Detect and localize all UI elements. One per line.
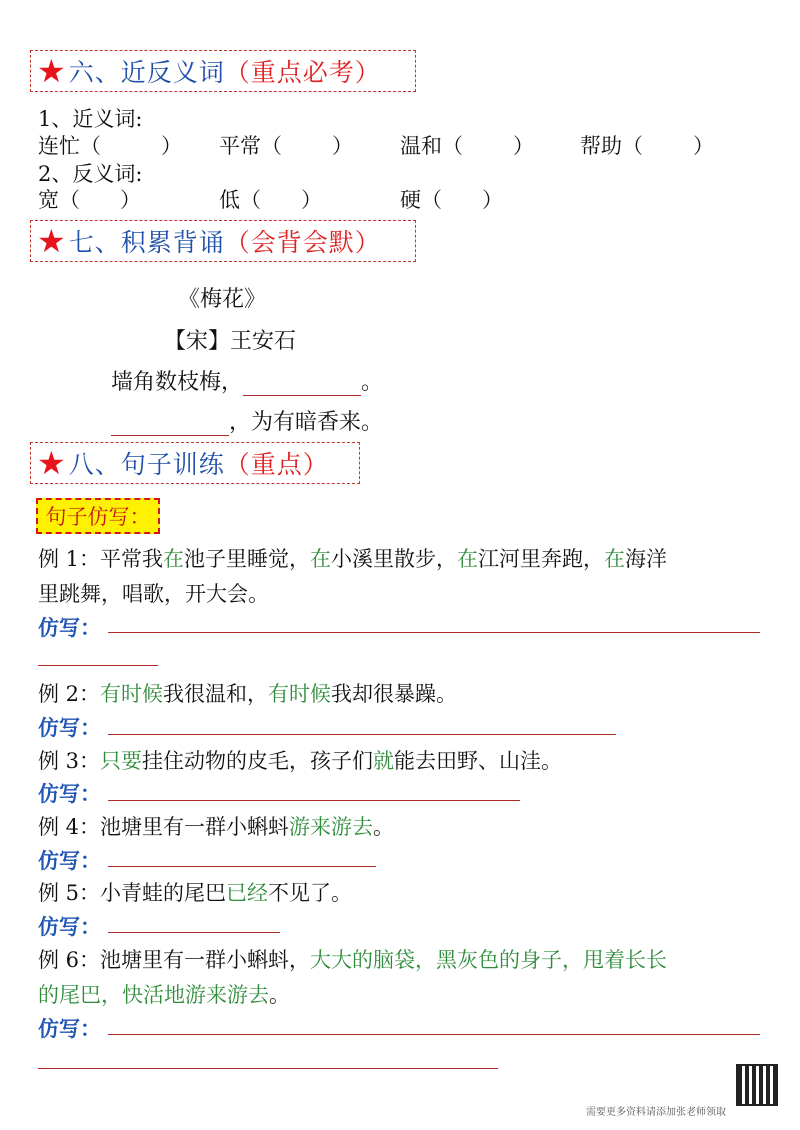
blank-close: ） xyxy=(693,134,714,158)
blank-close: ） xyxy=(120,188,141,212)
poem-title: 《梅花》 xyxy=(178,287,267,312)
blank-open: 平常（ xyxy=(219,134,282,158)
keyword: 就 xyxy=(373,749,395,773)
example-6-line-2 xyxy=(38,979,290,1009)
antonyms-heading: 2、反义词: xyxy=(38,162,143,186)
blank-open: 连忙（ xyxy=(38,134,101,158)
text: 江河里奔跑， xyxy=(478,547,605,571)
section-title: 七、积累背诵 xyxy=(68,228,225,257)
synonyms-row xyxy=(580,130,714,160)
text: 例 3： xyxy=(38,749,101,773)
keyword: 在 xyxy=(310,547,332,571)
imitate-label: 仿写： xyxy=(38,781,101,806)
blank-open: 硬（ xyxy=(400,188,442,212)
keyword: 快活地游来游去 xyxy=(122,983,269,1007)
blank-open: 宽（ xyxy=(38,188,80,212)
poem-author: 【宋】王安石 xyxy=(164,329,297,354)
text: 池子里睡觉， xyxy=(184,547,311,571)
text: 例 4：池塘里有一群小蝌蚪 xyxy=(38,815,290,839)
star-icon: ★ xyxy=(37,444,67,482)
answer-line[interactable] xyxy=(108,932,280,933)
keyword: 在 xyxy=(163,547,185,571)
blank-close: ） xyxy=(161,134,182,158)
subheading-badge: 句子仿写： xyxy=(36,498,160,534)
poem-line-1 xyxy=(111,365,383,396)
answer-line[interactable] xyxy=(38,1068,498,1069)
keyword: 有时候 xyxy=(100,682,164,706)
answer-line[interactable] xyxy=(108,632,760,633)
text: 能去田野、山洼。 xyxy=(394,749,563,773)
poem-line-2 xyxy=(111,405,383,436)
antonyms-row xyxy=(38,184,141,214)
answer-line[interactable] xyxy=(108,800,520,801)
keyword: 在 xyxy=(457,547,479,571)
example-5 xyxy=(38,877,352,907)
blank-open: 帮助（ xyxy=(580,134,643,158)
blank-open: 低（ xyxy=(219,188,261,212)
text: 例 5：小青蛙的尾巴 xyxy=(38,881,227,905)
text: 海洋 xyxy=(625,547,668,571)
text: 挂住动物的皮毛，孩子们 xyxy=(142,749,374,773)
section-focus: （重点必考） xyxy=(224,58,381,87)
synonyms-row xyxy=(219,130,353,160)
qr-code-icon xyxy=(736,1064,778,1106)
text: 例 2： xyxy=(38,682,101,706)
answer-line[interactable] xyxy=(38,665,158,666)
section-focus: （重点） xyxy=(224,450,329,479)
keyword: 只要 xyxy=(100,749,143,773)
text: 不见了。 xyxy=(268,881,353,905)
footer-note: 需要更多资料请添加张老师领取 xyxy=(586,1107,726,1118)
antonyms-row xyxy=(219,184,322,214)
antonyms-row xyxy=(400,184,503,214)
blank-close: ） xyxy=(332,134,353,158)
section-focus: （会背会默） xyxy=(224,228,381,257)
imitate-label: 仿写： xyxy=(38,848,101,873)
blank-close: ） xyxy=(513,134,534,158)
example-1-line-2: 里跳舞，唱歌，开大会。 xyxy=(38,582,269,606)
text: 。 xyxy=(269,983,290,1007)
text: 。 xyxy=(373,815,395,839)
fill-blank[interactable] xyxy=(243,373,361,396)
text: 例 1：平常我 xyxy=(38,547,164,571)
star-icon: ★ xyxy=(37,222,67,260)
text: 例 6：池塘里有一群小蝌蚪， xyxy=(38,948,311,972)
imitate-label: 仿写： xyxy=(38,615,101,640)
answer-line[interactable] xyxy=(108,866,376,867)
section-header-8 xyxy=(30,442,360,484)
example-6 xyxy=(38,944,667,974)
example-2 xyxy=(38,678,457,708)
imitate-label: 仿写： xyxy=(38,1016,101,1041)
section-title: 八、句子训练 xyxy=(68,450,225,479)
text: 我却很暴躁。 xyxy=(331,682,458,706)
synonyms-row xyxy=(400,130,534,160)
section-title: 六、近反义词 xyxy=(68,58,225,87)
blank-open: 温和（ xyxy=(400,134,463,158)
keyword: 已经 xyxy=(226,881,269,905)
text: 我很温和， xyxy=(163,682,269,706)
keyword: 在 xyxy=(604,547,626,571)
imitate-label: 仿写： xyxy=(38,715,101,740)
star-icon: ★ xyxy=(37,52,67,90)
keyword: 游来游去 xyxy=(289,815,374,839)
blank-close: ） xyxy=(482,188,503,212)
fill-blank[interactable] xyxy=(111,413,229,436)
poem-text: ，为有暗香来。 xyxy=(229,410,384,435)
answer-line[interactable] xyxy=(108,1034,760,1035)
answer-line[interactable] xyxy=(108,734,616,735)
keyword: 的尾巴， xyxy=(38,983,122,1007)
imitate-label: 仿写： xyxy=(38,914,101,939)
keyword: 大大的脑袋，黑灰色的身子，甩着长长 xyxy=(310,948,668,972)
keyword: 有时候 xyxy=(268,682,332,706)
example-4 xyxy=(38,811,394,841)
section-header-7 xyxy=(30,220,416,262)
blank-close: ） xyxy=(301,188,322,212)
text: 小溪里散步， xyxy=(331,547,458,571)
poem-text: 。 xyxy=(361,370,384,395)
synonyms-row xyxy=(38,130,182,160)
example-1 xyxy=(38,543,667,573)
example-3 xyxy=(38,745,562,775)
synonyms-heading: 1、近义词: xyxy=(38,107,143,131)
poem-text: 墙角数枝梅， xyxy=(111,370,244,395)
section-header-6 xyxy=(30,50,416,92)
